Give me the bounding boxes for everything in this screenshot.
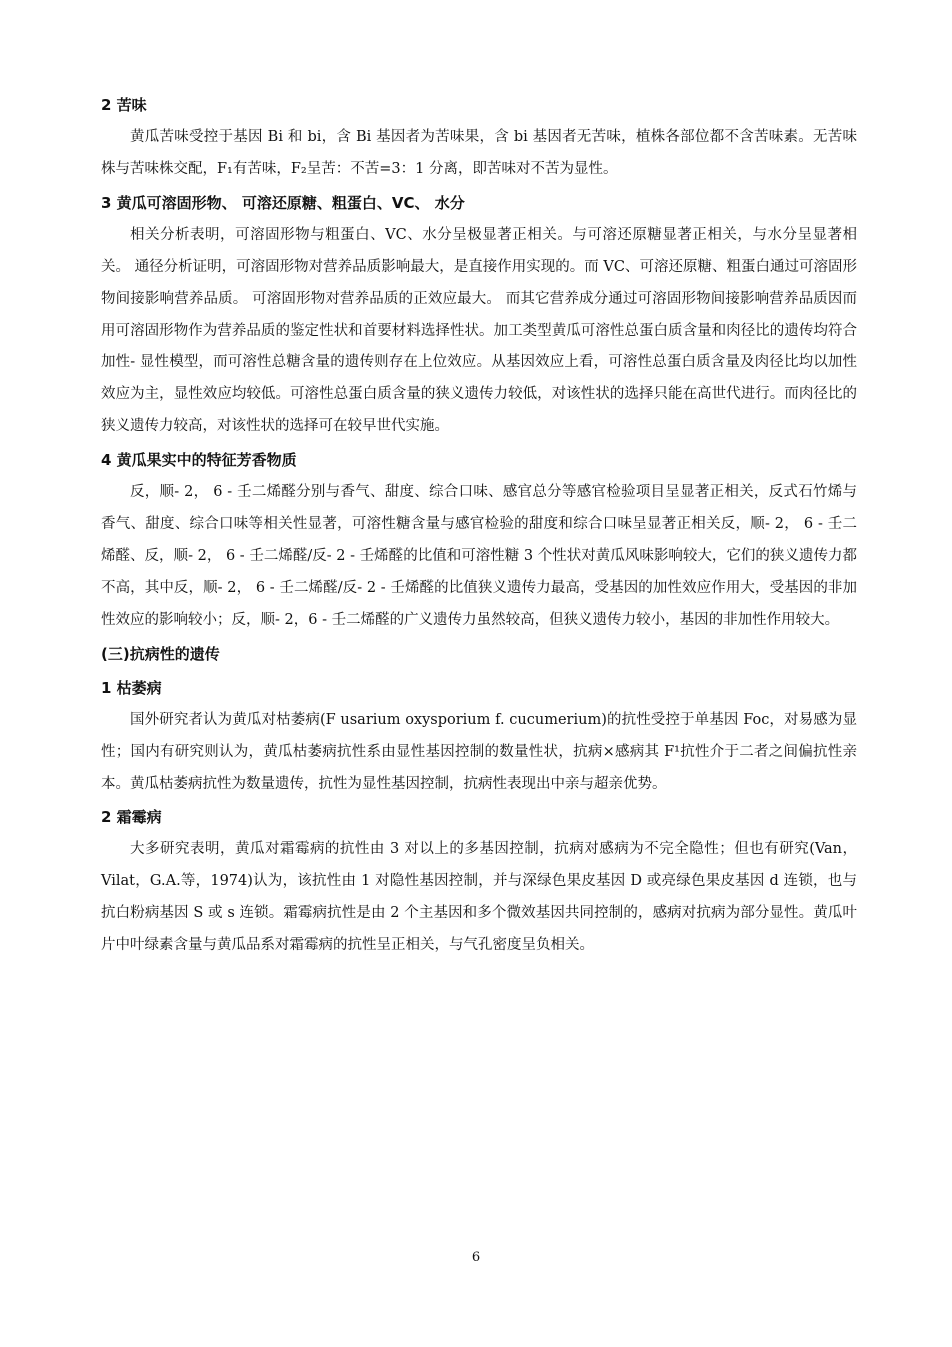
section-heading-fusarium-wilt: 1 枯萎病 <box>101 678 162 697</box>
section-paragraph-fusarium-wilt: 国外研究者认为黄瓜对枯萎病(F usarium oxysporium f. cucumerium)的抗性受控于单基因 Foc，对易感为显性；国内有研究则认为，黄瓜枯萎病抗性系由显性基因控制的数量性状，抗病×感病其 F¹抗性介于二者之间偏抗性亲本。黄瓜枯萎病抗性为数量遗传，抗性为显性基因控制，抗病性表现出中亲与超亲优势。 <box>101 711 857 792</box>
page-content <box>101 88 857 962</box>
section-heading-disease-resistance: (三)抗病性的遗传 <box>101 644 220 663</box>
page-number: 6 <box>471 1250 481 1265</box>
section-heading-downy-mildew: 2 霜霉病 <box>101 808 162 827</box>
section-paragraph-downy-mildew: 大多研究表明，黄瓜对霜霉病的抗性由 3 对以上的多基因控制，抗病对感病为不完全隐性；但也有研究(Van，Vilat，G.A.等，1974)认为，该抗性由 1 对隐性基因控制，并与深绿色果皮基因 D 或亮绿色果皮基因 d 连锁，也与抗白粉病基因 S 或 s 连锁。霜霉病抗性是由 2 个主基因和多个微效基因共同控制的，感病对抗病为部分显性。黄瓜叶片中叶绿素含量与黄瓜品系对霜霉病的抗性呈正相关，与气孔密度呈负相关。 <box>101 841 857 954</box>
section-paragraph-soluble-solids: 相关分析表明，可溶固形物与粗蛋白、VC、水分呈极显著正相关。与可溶还原糖显著正相关，与水分呈显著相关。 通径分析证明，可溶固形物对营养品质影响最大，是直接作用实现的。而 VC、可溶还原糖、粗蛋白通过可溶固形物间接影响营养品质。 可溶固形物对营养品质的正效应最大。 而其它营养成分通过可溶固形物间接影响营养品质因而用可溶固形物作为营养品质的鉴定性状和首要材料选择性状。加工类型黄瓜可溶性总蛋白质含量和肉径比的遗传均符合加性- 显性模型，而可溶性总糖含量的遗传则存在上位效应。从基因效应上看，可溶性总蛋白质含量及肉径比均以加性效应为主，显性效应均较低。可溶性总蛋白质含量的狭义遗传力较低，对该性状的选择只能在高世代进行。而肉径比的狭义遗传力较高，对该性状的选择可在较早世代实施。 <box>101 226 857 435</box>
section-heading-bitterness: 2 苦味 <box>101 96 147 114</box>
section-heading-aroma: 4 黄瓜果实中的特征芳香物质 <box>101 451 297 470</box>
section-paragraph-bitterness: 黄瓜苦味受控于基因 Bi 和 bi，含 Bi 基因者为苦味果，含 bi 基因者无苦味，植株各部位都不含苦味素。无苦味株与苦味株交配，F₁有苦味，F₂呈苦：不苦=3：1 分离，即苦味对不苦为显性。 <box>101 129 857 177</box>
section-heading-soluble-solids: 3 黄瓜可溶固形物、 可溶还原糖、粗蛋白、VC、 水分 <box>101 193 465 212</box>
section-paragraph-aroma: 反，顺- 2， 6 - 壬二烯醛分别与香气、甜度、综合口味、感官总分等感官检验项目呈显著正相关，反式石竹烯与香气、甜度、综合口味等相关性显著，可溶性糖含量与感官检验的甜度和综合口味呈显著正相关反，顺- 2， 6 - 壬二烯醛、反，顺- 2， 6 - 壬二烯醛/反- 2 - 壬烯醛的比值和可溶性糖 3 个性状对黄瓜风味影响较大，它们的狭义遗传力都不高，其中反，顺- 2， 6 - 壬二烯醛/反- 2 - 壬烯醛的比值狭义遗传力最高，受基因的加性效应作用大，受基因的非加性效应的影响较小；反，顺- 2，6 - 壬二烯醛的广义遗传力虽然较高，但狭义遗传力较小，基因的非加性作用较大。 <box>101 484 857 628</box>
